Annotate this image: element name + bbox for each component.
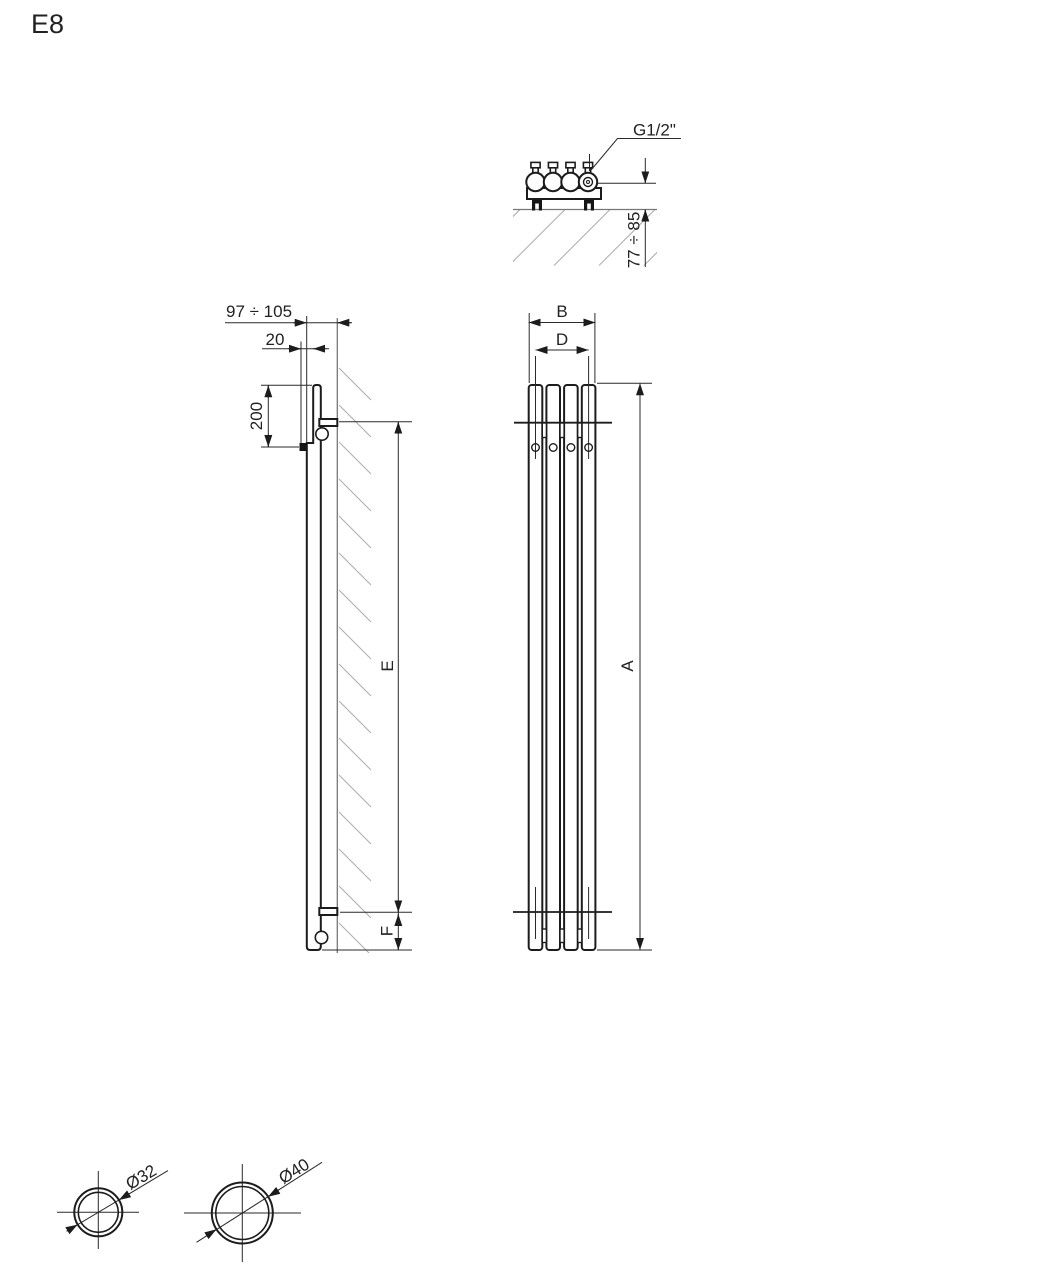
bracket-bottom [319, 908, 337, 915]
leader-line [592, 139, 682, 170]
tube-detail-40 [184, 1155, 322, 1262]
drawing-code-label: E8 [31, 9, 65, 39]
overall-height-label: A [618, 660, 637, 672]
dim-20 [262, 330, 329, 349]
element-offset-label: 200 [247, 401, 266, 431]
tube-1 [529, 385, 543, 950]
wall-hatch-top [464, 210, 700, 266]
wall-distance-label: 77 ÷ 85 [624, 211, 644, 269]
radiator-profile [307, 385, 321, 950]
tube-4 [582, 385, 596, 950]
element-fitting [300, 443, 308, 451]
mounting-foot-left [532, 199, 542, 211]
bracket-top-knob [316, 428, 328, 440]
dim-97-105 [225, 302, 352, 323]
dim-D [536, 330, 589, 350]
dim-E [339, 422, 412, 913]
valve-stems [531, 162, 593, 173]
large-diameter-label: Ø40 [275, 1154, 313, 1188]
front-view [513, 302, 652, 950]
bracket-spacing-label: E [378, 660, 397, 672]
bracket-bottom-knob [315, 931, 327, 943]
dim-F [322, 912, 412, 950]
side-view [225, 302, 412, 953]
dim-200 [247, 385, 312, 447]
mounting-foot-right [584, 199, 594, 211]
tube-spacing-label: D [555, 330, 569, 349]
bottom-offset-label: F [377, 925, 397, 937]
bracket-top [319, 419, 337, 426]
thread-label: G1/2" [633, 120, 676, 140]
top-view [464, 121, 700, 269]
offset-label: 20 [265, 330, 285, 349]
tube-3 [564, 385, 578, 950]
overall-width-label: B [556, 302, 568, 321]
dim-A [597, 383, 652, 950]
small-diameter-label: Ø32 [122, 1160, 160, 1194]
tube-2 [546, 385, 560, 950]
depth-label: 97 ÷ 105 [226, 302, 293, 321]
wall-hatch-side [339, 368, 371, 953]
tube-detail-32 [57, 1161, 168, 1249]
